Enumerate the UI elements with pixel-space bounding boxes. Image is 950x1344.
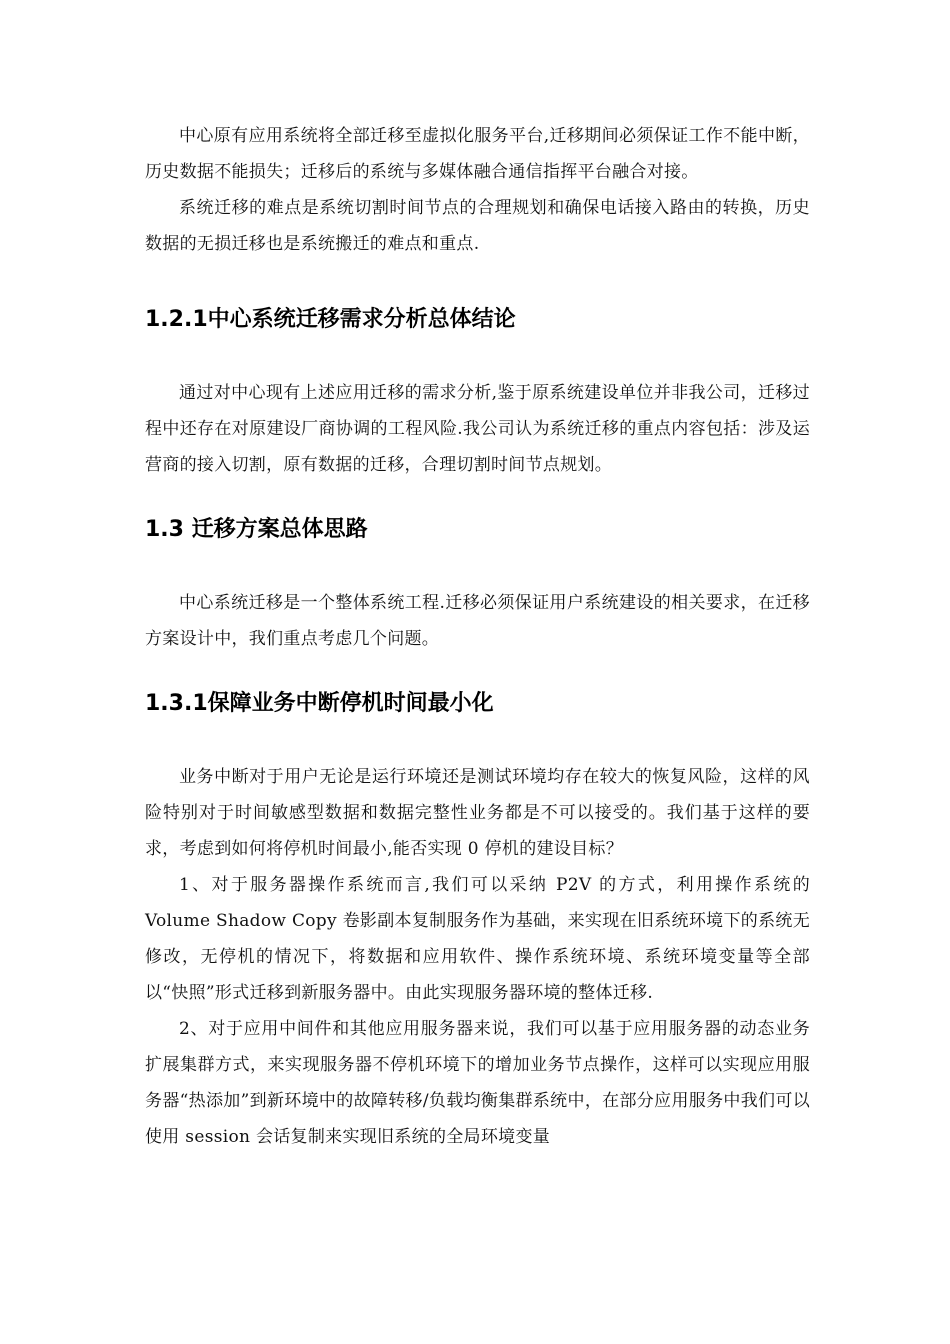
section-heading-1-2-1: 1.2.1中心系统迁移需求分析总体结论 xyxy=(145,307,516,332)
body-paragraph: 业务中断对于用户无论是运行环境还是测试环境均存在较大的恢复风险，这样的风险特别对于时间敏感型数据和数据完整性业务都是不可以接受的。我们基于这样的要求，考虑到如何将停机时间最小,能否实现 0 停机的建设目标？ xyxy=(145,767,810,859)
body-paragraph: 1、对于服务器操作系统而言,我们可以采纳 P2V 的方式，利用操作系统的 Volume Shadow Copy 卷影副本复制服务作为基础，来实现在旧系统环境下的系统无修改，无停机的情况下，将数据和应用软件、操作系统环境、系统环境变量等全部以“快照”形式迁移到新服务器中。由此实现服务器环境的整体迁移. xyxy=(145,875,810,1003)
body-paragraph: 通过对中心现有上述应用迁移的需求分析,鉴于原系统建设单位并非我公司，迁移过程中还存在对原建设厂商协调的工程风险.我公司认为系统迁移的重点内容包括：涉及运营商的接入切割，原有数据的迁移，合理切割时间节点规划。 xyxy=(145,383,810,475)
body-paragraph: 中心系统迁移是一个整体系统工程.迁移必须保证用户系统建设的相关要求，在迁移方案设计中，我们重点考虑几个问题。 xyxy=(145,593,810,649)
body-paragraph: 中心原有应用系统将全部迁移至虚拟化服务平台,迁移期间必须保证工作不能中断，历史数据不能损失；迁移后的系统与多媒体融合通信指挥平台融合对接。 xyxy=(145,126,810,182)
document-body xyxy=(145,118,810,1155)
section-heading-1-3-1: 1.3.1保障业务中断停机时间最小化 xyxy=(145,691,494,716)
body-paragraph: 2、对于应用中间件和其他应用服务器来说，我们可以基于应用服务器的动态业务扩展集群方式，来实现服务器不停机环境下的增加业务节点操作，这样可以实现应用服务器“热添加”到新环境中的故障转移/负载均衡集群系统中，在部分应用服务中我们可以使用 session 会话复制来实现旧系统的全局环境变量 xyxy=(145,1019,810,1147)
section-heading-1-3: 1.3 迁移方案总体思路 xyxy=(145,517,368,542)
body-paragraph: 系统迁移的难点是系统切割时间节点的合理规划和确保电话接入路由的转换，历史数据的无损迁移也是系统搬迁的难点和重点. xyxy=(145,198,810,254)
